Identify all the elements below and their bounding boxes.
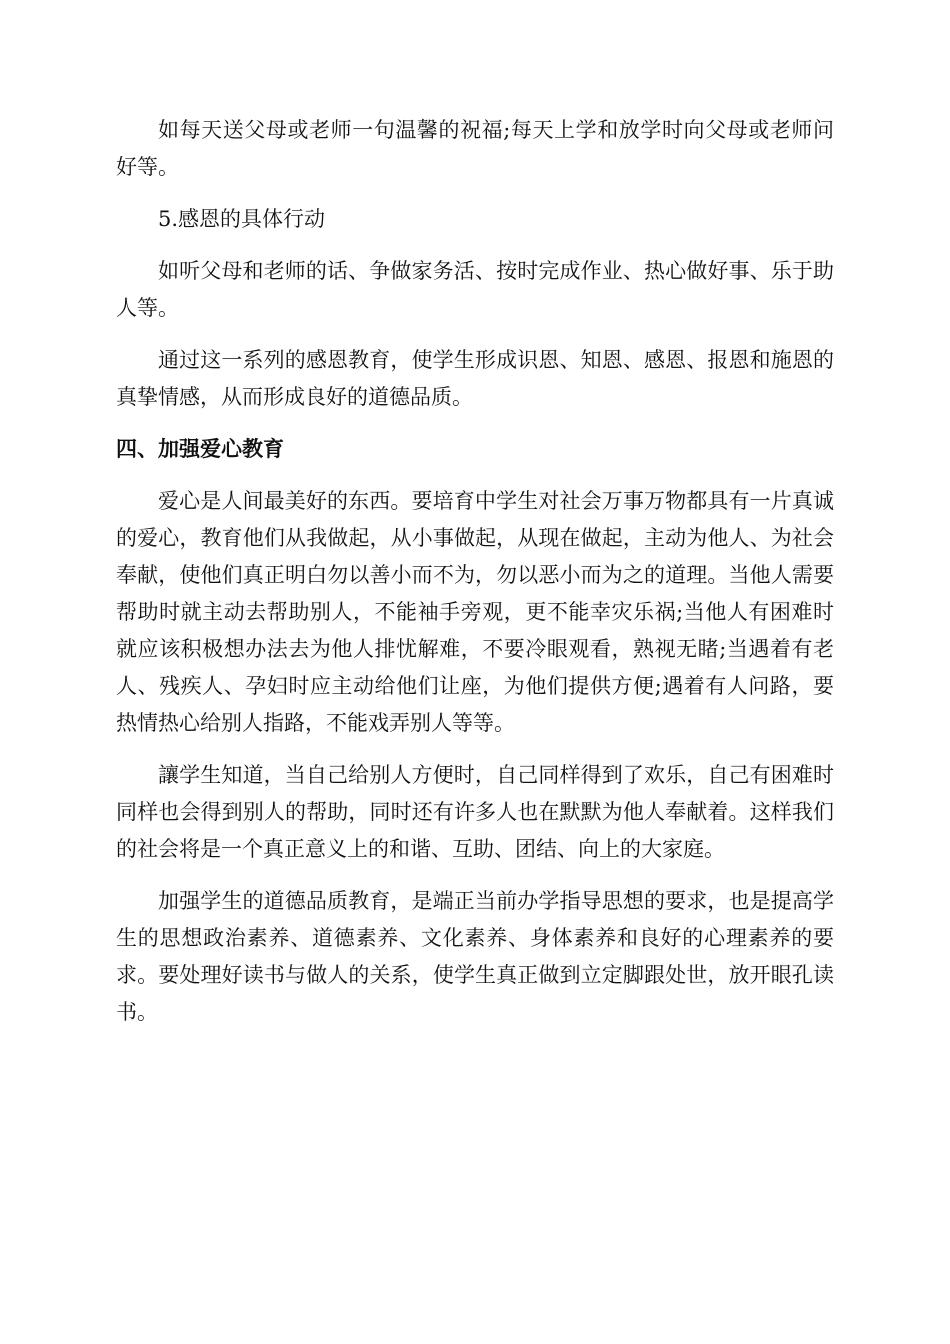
paragraph-gratitude-summary: 通过这一系列的感恩教育，使学生形成识恩、知恩、感恩、报恩和施恩的真挚情感，从而形成良好的道德品质。 [116,348,834,409]
section-heading-love-education: 四、加强爱心教育 [116,437,284,461]
subheading-gratitude-actions: 5.感恩的具体行动 [158,207,326,231]
paragraph-moral-education-conclusion: 加强学生的道德品质教育，是端正当前办学指导思想的要求，也是提高学生的思想政治素养、道德素养、文化素养、身体素养和良好的心理素养的要求。要处理好读书与做人的关系，使学生真正做到立定脚跟处世，放开眼孔读书。 [116,889,834,1024]
paragraph-action-examples: 如听父母和老师的话、争做家务活、按时完成作业、热心做好事、乐于助人等。 [116,259,834,320]
paragraph-let-students-know: 讓学生知道，当自己给别人方便时，自己同样得到了欢乐，自己有困难时同样也会得到别人的帮助，同时还有许多人也在默默为他人奉献着。这样我们的社会将是一个真正意义上的和谐、互助、团结、向上的大家庭。 [116,763,834,861]
paragraph-love-education: 爱心是人间最美好的东西。要培育中学生对社会万事万物都具有一片真诚的爱心，教育他们从我做起，从小事做起，从现在做起，主动为他人、为社会奉献，使他们真正明白勿以善小而不为，勿以恶小而为之的道理。当他人需要帮助时就主动去帮助别人，不能袖手旁观，更不能幸灾乐祸;当他人有困难时就应该积极想办法去为他人排忧解难，不要冷眼观看，熟视无睹;当遇着有老人、残疾人、孕妇时应主动给他们让座，为他们提供方便;遇着有人问路，要热情热心给别人指路，不能戏弄别人等等。 [116,489,834,735]
document-page [116,112,834,1046]
paragraph-greeting-examples: 如每天送父母或老师一句温馨的祝福;每天上学和放学时向父母或老师问好等。 [116,118,834,179]
